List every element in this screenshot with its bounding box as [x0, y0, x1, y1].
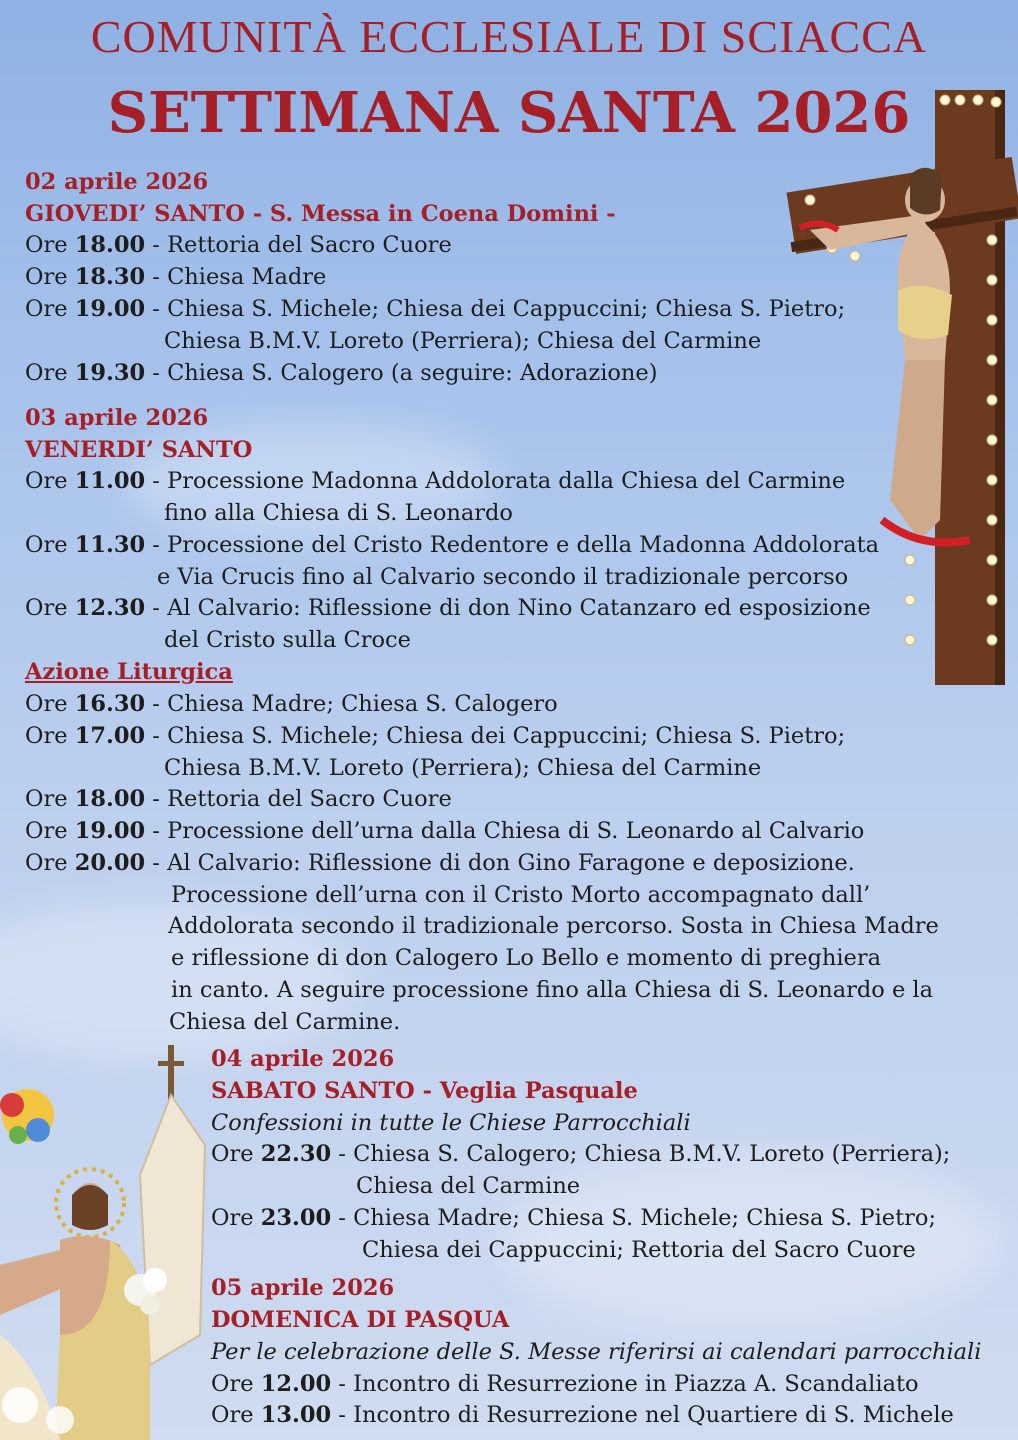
friday-date: 03 aprile 2026 [25, 405, 209, 431]
liturgy-title: Azione Liturgica [25, 659, 233, 685]
schedule-row-continuation: in canto. A seguire processione fino alla Chiesa di S. Leonardo e la [171, 977, 934, 1003]
schedule-row: Ore 12.30 - Al Calvario: Riflessione di don Nino Catanzaro ed esposizione [25, 595, 871, 621]
schedule-row: Ore 23.00 - Chiesa Madre; Chiesa S. Michele; Chiesa S. Pietro; [211, 1205, 937, 1231]
saturday-note: Confessioni in tutte le Chiese Parrocchiali [211, 1110, 691, 1136]
sunday-date: 05 aprile 2026 [211, 1275, 395, 1301]
schedule-row: Ore 16.30 - Chiesa Madre; Chiesa S. Calogero [25, 691, 558, 717]
schedule-row: Ore 11.30 - Processione del Cristo Redentore e della Madonna Addolorata [25, 532, 880, 558]
schedule-row: Ore 19.30 - Chiesa S. Calogero (a seguire: Adorazione) [25, 360, 658, 386]
schedule-row-continuation: Chiesa B.M.V. Loreto (Perriera); Chiesa del Carmine [164, 755, 762, 781]
schedule-row: Ore 18.00 - Rettoria del Sacro Cuore [25, 786, 452, 812]
thursday-date: 02 aprile 2026 [25, 169, 209, 195]
schedule-row-continuation: Addolorata secondo il tradizionale percorso. Sosta in Chiesa Madre [168, 913, 939, 939]
schedule-row-continuation: del Cristo sulla Croce [164, 627, 411, 653]
schedule-row-continuation: e Via Crucis fino al Calvario secondo il tradizionale percorso [157, 564, 849, 590]
saturday-date: 04 aprile 2026 [211, 1046, 395, 1072]
sunday-title: DOMENICA DI PASQUA [211, 1307, 510, 1333]
schedule-row: Ore 19.00 - Processione dell’urna dalla Chiesa di S. Leonardo al Calvario [25, 818, 865, 844]
schedule-row: Ore 12.00 - Incontro di Resurrezione in Piazza A. Scandaliato [211, 1371, 919, 1397]
schedule-row: Ore 18.00 - Rettoria del Sacro Cuore [25, 232, 452, 258]
schedule-row-continuation: Chiesa del Carmine. [169, 1009, 401, 1035]
community-header: COMUNITÀ ECCLESIALE DI SCIACCA [90, 11, 928, 62]
schedule-row: Ore 19.00 - Chiesa S. Michele; Chiesa dei Cappuccini; Chiesa S. Pietro; [25, 296, 846, 322]
schedule-row-continuation: Processione dell’urna con il Cristo Morto accompagnato dall’ [171, 882, 871, 908]
schedule-row: Ore 20.00 - Al Calvario: Riflessione di don Gino Faragone e deposizione. [25, 850, 855, 876]
schedule-row-continuation: e riflessione di don Calogero Lo Bello e momento di preghiera [171, 945, 882, 971]
schedule-row: Ore 11.00 - Processione Madonna Addolorata dalla Chiesa del Carmine [25, 468, 846, 494]
page-title: SETTIMANA SANTA 2026 [107, 80, 911, 146]
sunday-note: Per le celebrazione delle S. Messe riferirsi ai calendari parrocchiali [211, 1339, 982, 1365]
risen-christ-statue-illustration [0, 1035, 210, 1440]
schedule-row: Ore 13.00 - Incontro di Resurrezione nel Quartiere di S. Michele [211, 1402, 954, 1428]
friday-title: VENERDI’ SANTO [25, 437, 253, 463]
schedule-row-continuation: Chiesa dei Cappuccini; Rettoria del Sacro Cuore [362, 1237, 916, 1263]
saturday-title: SABATO SANTO - Veglia Pasquale [211, 1078, 638, 1104]
schedule-row: Ore 17.00 - Chiesa S. Michele; Chiesa dei Cappuccini; Chiesa S. Pietro; [25, 723, 846, 749]
schedule-row-continuation: fino alla Chiesa di S. Leonardo [164, 500, 513, 526]
schedule-row: Ore 22.30 - Chiesa S. Calogero; Chiesa B.M.V. Loreto (Perriera); [211, 1141, 951, 1167]
schedule-row: Ore 18.30 - Chiesa Madre [25, 264, 327, 290]
schedule-row-continuation: Chiesa del Carmine [356, 1173, 581, 1199]
thursday-title: GIOVEDI’ SANTO - S. Messa in Coena Domini - [25, 201, 616, 227]
schedule-row-continuation: Chiesa B.M.V. Loreto (Perriera); Chiesa del Carmine [164, 328, 762, 354]
